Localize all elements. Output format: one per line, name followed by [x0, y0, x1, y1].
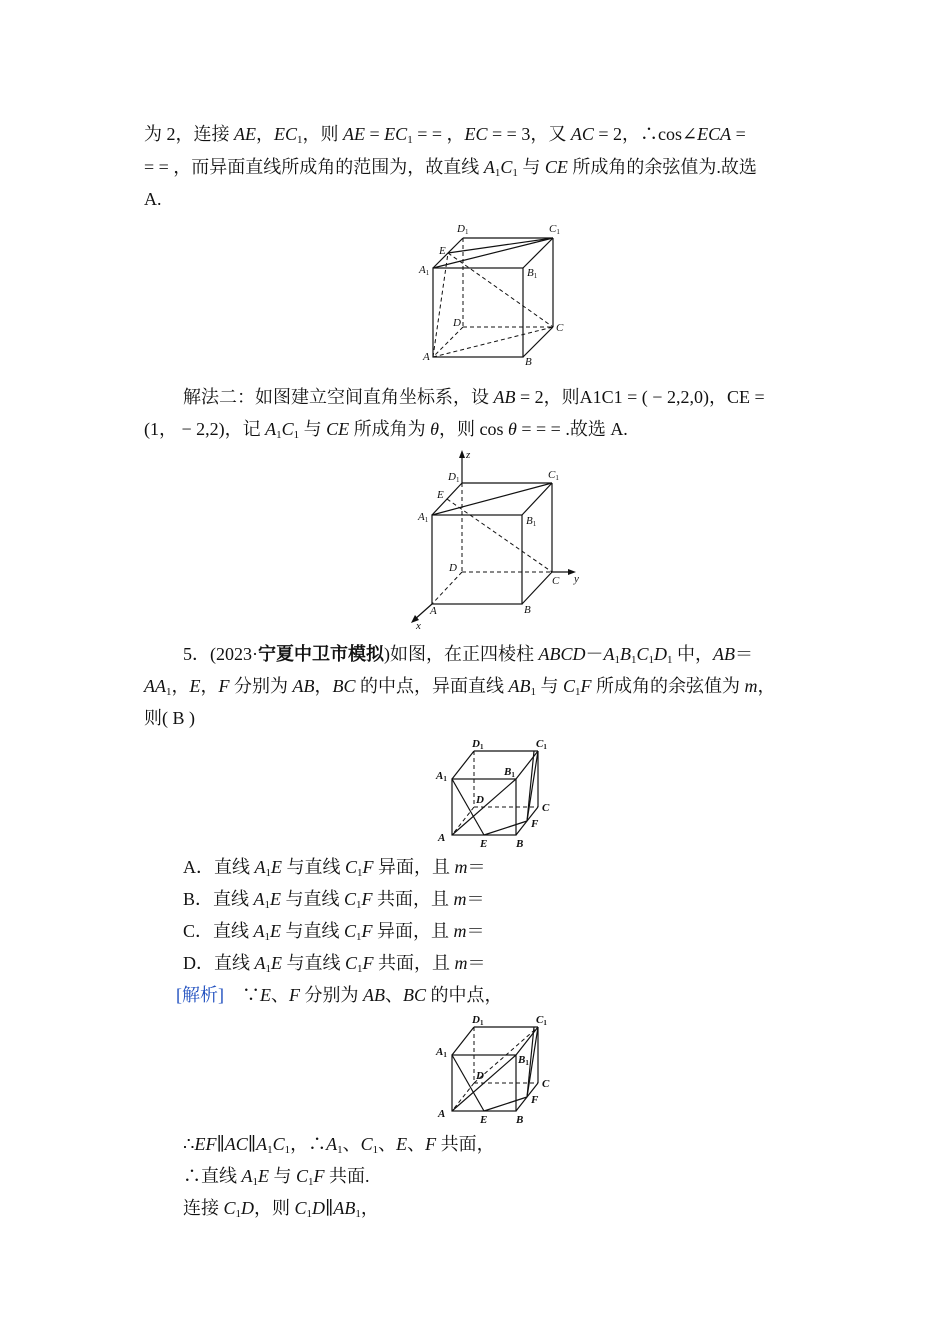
svg-text:y: y: [574, 573, 579, 585]
option-c: C．直线 $A_1E$ 与直线 $C_1F$ 异面，且 m＝: [183, 921, 485, 943]
p2-line1: 解法二：如图建立空间直角坐标系，设 AB = 2，则A1C1 = ( − 2,2,0)，CE =: [183, 387, 765, 407]
analysis-line3: ∴直线 $A_1E$ 与 $C_1F$ 共面.: [183, 1166, 370, 1188]
svg-text:A: A: [438, 832, 446, 844]
svg-text:B: B: [516, 838, 524, 849]
svg-text:D: D: [476, 1070, 484, 1082]
q5-line1: 5．(2023·宁夏中卫市模拟)如图，在正四棱柱 $ABCD-A_1B_1C_1D_1$ 中，AB＝: [183, 644, 754, 666]
svg-text:B1: B1: [504, 766, 515, 779]
svg-text:D: D: [453, 317, 461, 329]
svg-text:B: B: [524, 604, 531, 616]
svg-text:A1: A1: [419, 264, 430, 277]
analysis-line4: 连接 $C_1D$，则 $C_1D\parallel AB_1$，: [183, 1198, 379, 1220]
svg-text:C: C: [542, 802, 550, 814]
q5-line2: $AA_1$，E，F 分别为 AB，BC 的中点，异面直线 $AB_1$ 与 $C_1F$ 所成角的余弦值为 m，: [144, 676, 776, 698]
cube-figure-2-coordinates: [400, 448, 590, 630]
option-d: D．直线 $A_1E$ 与直线 $C_1F$ 共面，且 m＝: [183, 953, 486, 975]
svg-text:D1: D1: [448, 471, 460, 484]
svg-text:E: E: [439, 245, 446, 257]
svg-text:B: B: [525, 356, 532, 368]
svg-text:C1: C1: [548, 469, 559, 482]
analysis-line1: [解析] ∵E、F 分别为 AB、BC 的中点，: [176, 985, 503, 1005]
svg-text:D1: D1: [457, 223, 469, 236]
svg-text:F: F: [531, 1094, 539, 1106]
cube-figure-3: [430, 737, 560, 849]
cube-figure-4: [430, 1013, 560, 1125]
svg-text:A1: A1: [436, 1046, 447, 1059]
svg-text:D: D: [449, 562, 457, 574]
svg-text:A1: A1: [436, 770, 447, 783]
svg-text:B1: B1: [526, 515, 537, 528]
p2-line2: (1， − 2,2)，记 $A_1C_1$ 与 CE 所成角为 θ，则 cos θ = = = .故选 A.: [144, 419, 628, 441]
svg-text:D: D: [476, 794, 484, 806]
svg-text:E: E: [480, 1114, 488, 1125]
analysis-line2: $\therefore EF\parallel AC\parallel A_1C_1$，$\therefore A_1$、$C_1$、E、F 共面，: [183, 1134, 495, 1156]
svg-text:z: z: [466, 449, 471, 461]
svg-text:A: A: [430, 605, 437, 617]
svg-text:E: E: [437, 489, 444, 501]
svg-text:C: C: [542, 1078, 550, 1090]
option-b: B．直线 $A_1E$ 与直线 $C_1F$ 共面，且 m＝: [183, 889, 485, 911]
svg-text:x: x: [416, 620, 421, 630]
svg-text:A1: A1: [418, 511, 429, 524]
svg-text:A: A: [423, 351, 430, 363]
svg-text:D1: D1: [472, 1014, 484, 1027]
q5-line3: 则( B ): [144, 708, 195, 728]
analysis-tag: [解析]: [176, 985, 224, 1005]
svg-text:B: B: [516, 1114, 524, 1125]
svg-text:B1: B1: [527, 267, 538, 280]
option-a: A．直线 $A_1E$ 与直线 $C_1F$ 异面，且 m＝: [183, 857, 486, 879]
svg-text:C: C: [552, 575, 560, 587]
svg-text:D1: D1: [472, 738, 484, 751]
p1-line2: = = ，而异面直线所成角的范围为，故直线 $A_1C_1$ 与 CE 所成角的余弦值为.故选: [144, 157, 757, 179]
cube-figure-1: [415, 218, 575, 368]
svg-text:C: C: [556, 322, 564, 334]
svg-text:A: A: [438, 1108, 446, 1120]
svg-text:C1: C1: [536, 1014, 547, 1027]
svg-text:F: F: [531, 818, 539, 830]
svg-text:C1: C1: [536, 738, 547, 751]
svg-text:B1: B1: [518, 1054, 529, 1067]
svg-text:C1: C1: [549, 223, 560, 236]
p1-line1: 为 2，连接 AE，$EC_1$，则 AE = $EC_1$ = = ，EC = = 3，又 AC = 2，∴cos∠ECA =: [144, 124, 746, 146]
svg-text:E: E: [480, 838, 488, 849]
p1-line3: A.: [144, 189, 162, 209]
q5-source: 宁夏中卫市模拟: [258, 644, 384, 664]
